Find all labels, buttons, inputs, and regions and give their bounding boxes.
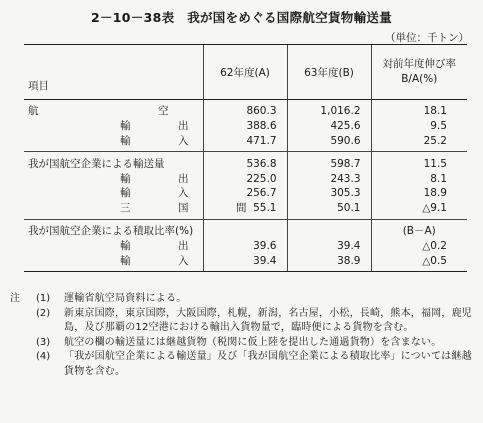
row-label: 三 国 間 [120, 202, 251, 215]
table-row [24, 238, 467, 253]
header-fy62: 62年度(A) [203, 45, 287, 100]
row-label: 輸 出 [120, 239, 193, 252]
cell-fy63: 598.7 [287, 152, 371, 171]
footnote-item [10, 336, 472, 351]
header-growth-rate-line2: B/A(%) [401, 73, 438, 85]
footnote-number: (3) [36, 336, 51, 348]
header-growth-rate [371, 45, 467, 100]
row-label: 輸 入 [120, 134, 193, 147]
table-row [24, 186, 467, 201]
cell-fy62: 256.7 [203, 186, 287, 201]
table-row [24, 152, 467, 171]
cell-growth: △0.2 [371, 238, 467, 253]
table-row [24, 201, 467, 219]
footnote-text: 航空の欄の輸送量には継越貨物（税関に仮上陸を提出した通過貨物）を含まない。 [64, 336, 442, 348]
cell-fy62 [203, 219, 287, 238]
cell-fy62: 536.8 [203, 152, 287, 171]
cell-growth: 9.5 [371, 119, 467, 134]
cell-growth: (B－A) [371, 219, 467, 238]
cell-growth: 8.1 [371, 171, 467, 186]
header-growth-rate-line1: 対前年度伸び率 [382, 58, 456, 70]
footnotes [10, 292, 472, 380]
header-fy63: 63年度(B) [287, 45, 371, 100]
row-label: 輸 入 [24, 253, 203, 271]
cell-growth: 18.1 [371, 100, 467, 119]
cell-growth: 25.2 [371, 134, 467, 152]
row-label: 航 空 [28, 105, 191, 118]
table-title: 2－10－38表 我が国をめぐる国際航空貨物輸送量 [91, 10, 392, 25]
row-label: 我が国航空企業による輸送量 [24, 152, 203, 171]
cell-fy63 [287, 219, 371, 238]
table-row [24, 253, 467, 271]
cell-fy63: 305.3 [287, 186, 371, 201]
cell-fy62: 55.1 [203, 201, 287, 219]
table-row [24, 219, 467, 238]
cell-fy63: 1,016.2 [287, 100, 371, 119]
cell-fy63: 38.9 [287, 253, 371, 271]
row-label: 我が国航空企業による積取比率(%) [24, 219, 203, 238]
cell-fy62: 388.6 [203, 119, 287, 134]
cell-fy62: 225.0 [203, 171, 287, 186]
footnote-number: (2) [36, 307, 51, 319]
cell-fy62: 39.4 [203, 253, 287, 271]
unit-label: （単位：千トン） [385, 32, 469, 44]
cell-fy63: 425.6 [287, 119, 371, 134]
footnote-item [10, 350, 472, 379]
table-row [24, 134, 467, 152]
row-label: 輸 出 [120, 172, 193, 185]
cell-growth: △9.1 [371, 201, 467, 219]
footnote-number: (4) [36, 351, 51, 363]
table-row [24, 171, 467, 186]
footnote-text: 運輸省航空局資料による。 [64, 293, 187, 304]
cell-fy63: 50.1 [287, 201, 371, 219]
cell-growth: 18.9 [371, 186, 467, 201]
footnote-text: 「我が国航空企業による輸送量」及び「我が国航空企業による積取比率」については継越貨物を含む。 [64, 351, 472, 377]
footnote-text: 新東京国際，東京国際，大阪国際，札幌，新潟，名古屋，小松，長崎，熊本，福岡，鹿児島，及び那覇の12空港における輸出入貨物量で，臨時便による貨物を含む。 [64, 307, 472, 334]
cell-fy63: 243.3 [287, 171, 371, 186]
header-row [24, 45, 467, 100]
footnote-lead: 注 [10, 293, 20, 304]
cell-fy63: 39.4 [287, 238, 371, 253]
row-label: 輸 入 [120, 187, 193, 200]
table-row [24, 119, 467, 134]
cell-growth: 11.5 [371, 152, 467, 171]
row-label: 輸 出 [120, 120, 193, 133]
header-item: 項目 [24, 45, 203, 100]
cell-fy62: 860.3 [203, 100, 287, 119]
cell-fy62: 39.6 [203, 238, 287, 253]
footnote-item [10, 307, 472, 336]
table-row [24, 100, 467, 119]
footnote-number: (1) [36, 293, 51, 304]
cargo-volume-table [24, 44, 467, 272]
footnote-item [10, 292, 472, 307]
cell-fy62: 471.7 [203, 134, 287, 152]
cell-growth: △0.5 [371, 253, 467, 271]
cell-fy63: 590.6 [287, 134, 371, 152]
